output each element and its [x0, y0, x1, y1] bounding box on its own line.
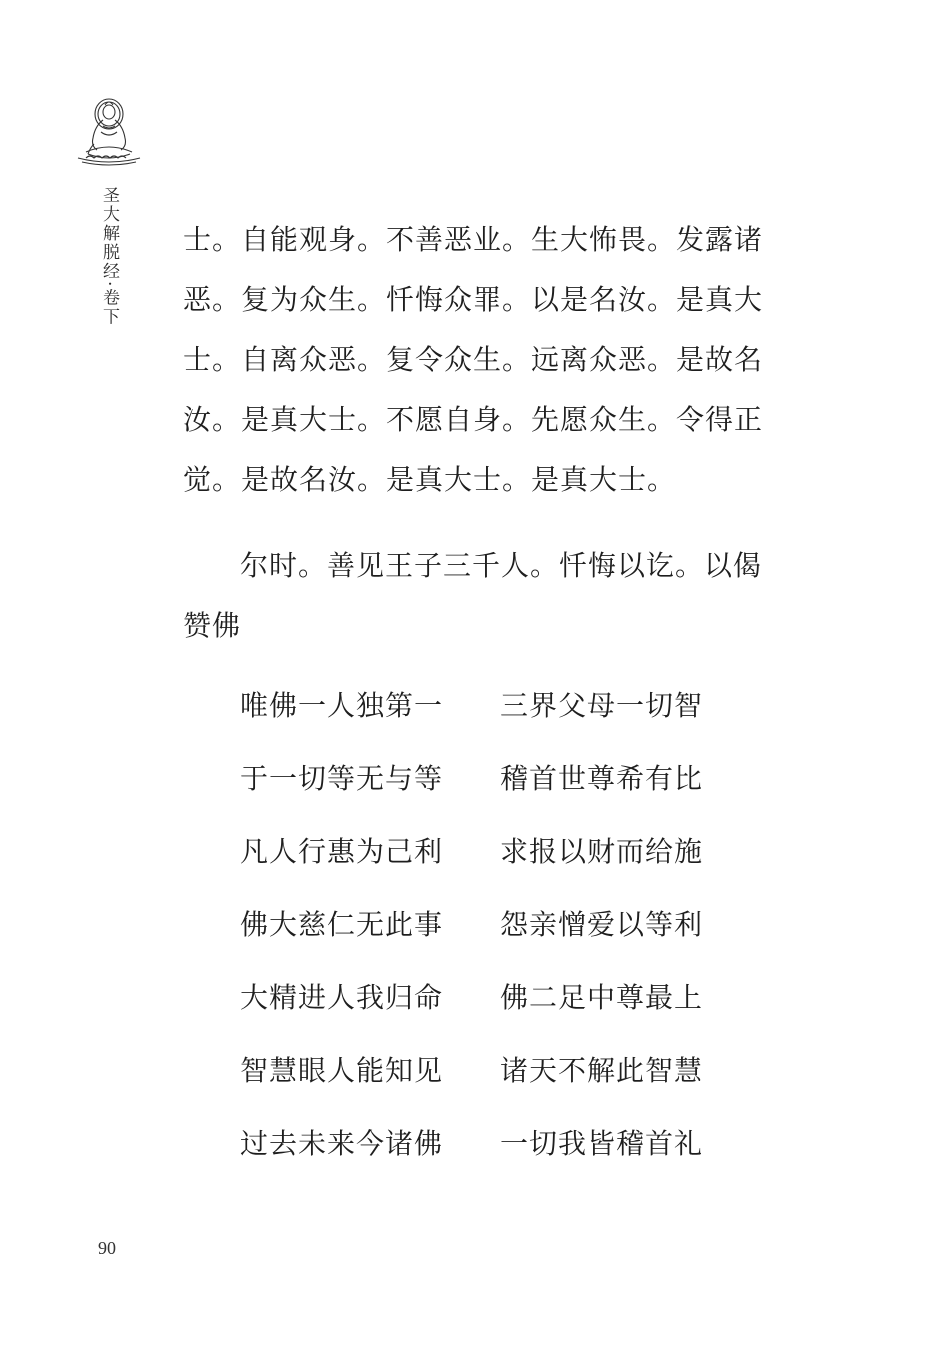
- verse-right: 诸天不解此智慧: [500, 1053, 704, 1087]
- verse-left: 唯佛一人独第一: [240, 688, 444, 722]
- verse-left: 大精进人我归命: [240, 980, 444, 1014]
- verse-right: 一切我皆稽首礼: [500, 1126, 704, 1160]
- verse-line: [240, 667, 760, 740]
- paragraph: 尔时。善见王子三千人。忏悔以讫。以偈赞佛: [183, 549, 763, 642]
- verse-right: 稽首世尊希有比: [500, 761, 704, 795]
- verse-line: [240, 740, 760, 813]
- verse-left: 于一切等无与等: [240, 761, 444, 795]
- page-number: 90: [98, 1238, 116, 1258]
- verse-line: [240, 959, 760, 1032]
- verse-block: [240, 667, 760, 1178]
- seated-buddha-icon: [72, 92, 146, 168]
- verse-right: 求报以财而给施: [500, 834, 704, 868]
- main-text: [183, 210, 783, 656]
- verse-left: 过去未来今诸佛: [240, 1126, 444, 1160]
- verse-left: 智慧眼人能知见: [240, 1053, 444, 1087]
- verse-line: [240, 1032, 760, 1105]
- verse-line: [240, 886, 760, 959]
- verse-right: 佛二足中尊最上: [500, 980, 704, 1014]
- running-title: 圣大解脱经·卷下: [99, 186, 119, 327]
- paragraph: 士。自能观身。不善恶业。生大怖畏。发露诸恶。复为众生。忏悔众罪。以是名汝。是真大士。自离众恶。复令众生。远离众恶。是故名汝。是真大士。不愿自身。先愿众生。令得正觉。是故名汝。是真大士。是真大士。: [183, 223, 764, 496]
- verse-line: [240, 1105, 760, 1178]
- verse-line: [240, 813, 760, 886]
- verse-right: 三界父母一切智: [500, 688, 704, 722]
- verse-left: 凡人行惠为己利: [240, 834, 444, 868]
- verse-right: 怨亲憎爱以等利: [500, 907, 704, 941]
- verse-left: 佛大慈仁无此事: [240, 907, 444, 941]
